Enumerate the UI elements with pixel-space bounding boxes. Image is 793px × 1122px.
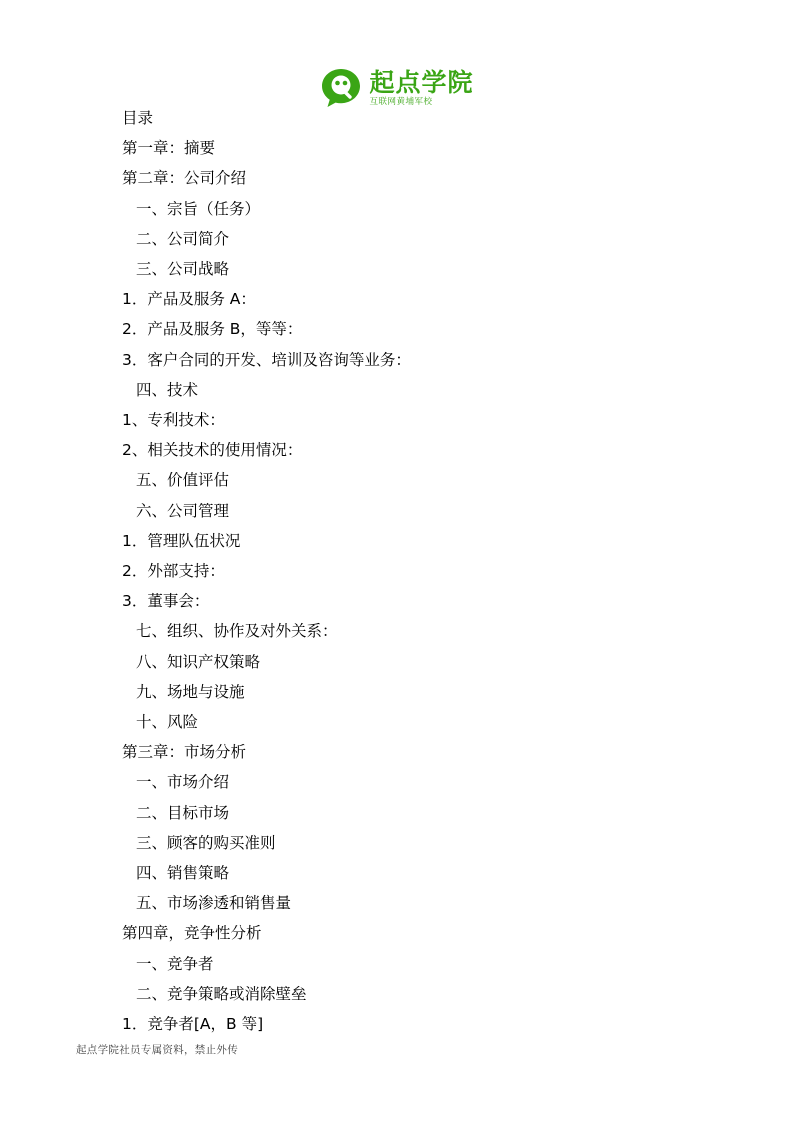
toc-line: 第一章：摘要 (122, 139, 216, 158)
toc-line: 十、风险 (136, 713, 199, 732)
toc-line: 五、价值评估 (136, 471, 230, 490)
toc-line: 3．客户合同的开发、培训及咨询等业务： (122, 350, 411, 369)
toc-line: 二、竞争策略或消除壁垒 (136, 984, 307, 1003)
toc-line: 二、目标市场 (136, 803, 230, 822)
toc-line: 六、公司管理 (136, 501, 230, 520)
toc-line: 第二章：公司介绍 (122, 169, 247, 188)
toc-line: 一、竞争者 (136, 954, 214, 973)
toc-line: 3．董事会： (122, 592, 210, 611)
toc-line: 七、组织、协作及对外关系： (136, 622, 338, 641)
toc-line: 一、宗旨（任务） (136, 199, 261, 218)
logo-main-text: 起点学院 (369, 67, 474, 97)
toc-line: 一、市场介绍 (136, 773, 230, 792)
toc-line: 五、市场渗透和销售量 (136, 894, 292, 913)
toc-line: 三、顾客的购买准则 (136, 833, 276, 852)
document-body (122, 103, 682, 1039)
toc-line: 九、场地与设施 (136, 682, 245, 701)
toc-line: 2．外部支持： (122, 562, 225, 581)
toc-line: 1、专利技术： (122, 411, 225, 430)
toc-line: 2、相关技术的使用情况： (122, 441, 303, 460)
toc-line: 三、公司战略 (136, 260, 230, 279)
page-footer: 起点学院社员专属资料，禁止外传 (76, 1044, 238, 1056)
toc-line: 四、销售策略 (136, 864, 230, 883)
toc-line: 1．产品及服务 A： (122, 290, 256, 309)
logo-text (369, 67, 474, 107)
toc-line: 2．产品及服务 B，等等： (122, 320, 303, 339)
toc-line: 二、公司简介 (136, 229, 230, 248)
toc-line: 目录 (122, 109, 154, 127)
toc-line: 第四章，竞争性分析 (122, 924, 262, 943)
toc-line: 1．管理队伍状况 (122, 531, 241, 550)
toc-line: 四、技术 (136, 380, 199, 399)
logo-sub-text: 互联网黄埔军校 (369, 96, 433, 107)
toc-line: 第三章：市场分析 (122, 743, 247, 762)
toc-line: 八、知识产权策略 (136, 652, 261, 671)
toc-line: 1．竞争者[A，B 等] (122, 1015, 264, 1034)
